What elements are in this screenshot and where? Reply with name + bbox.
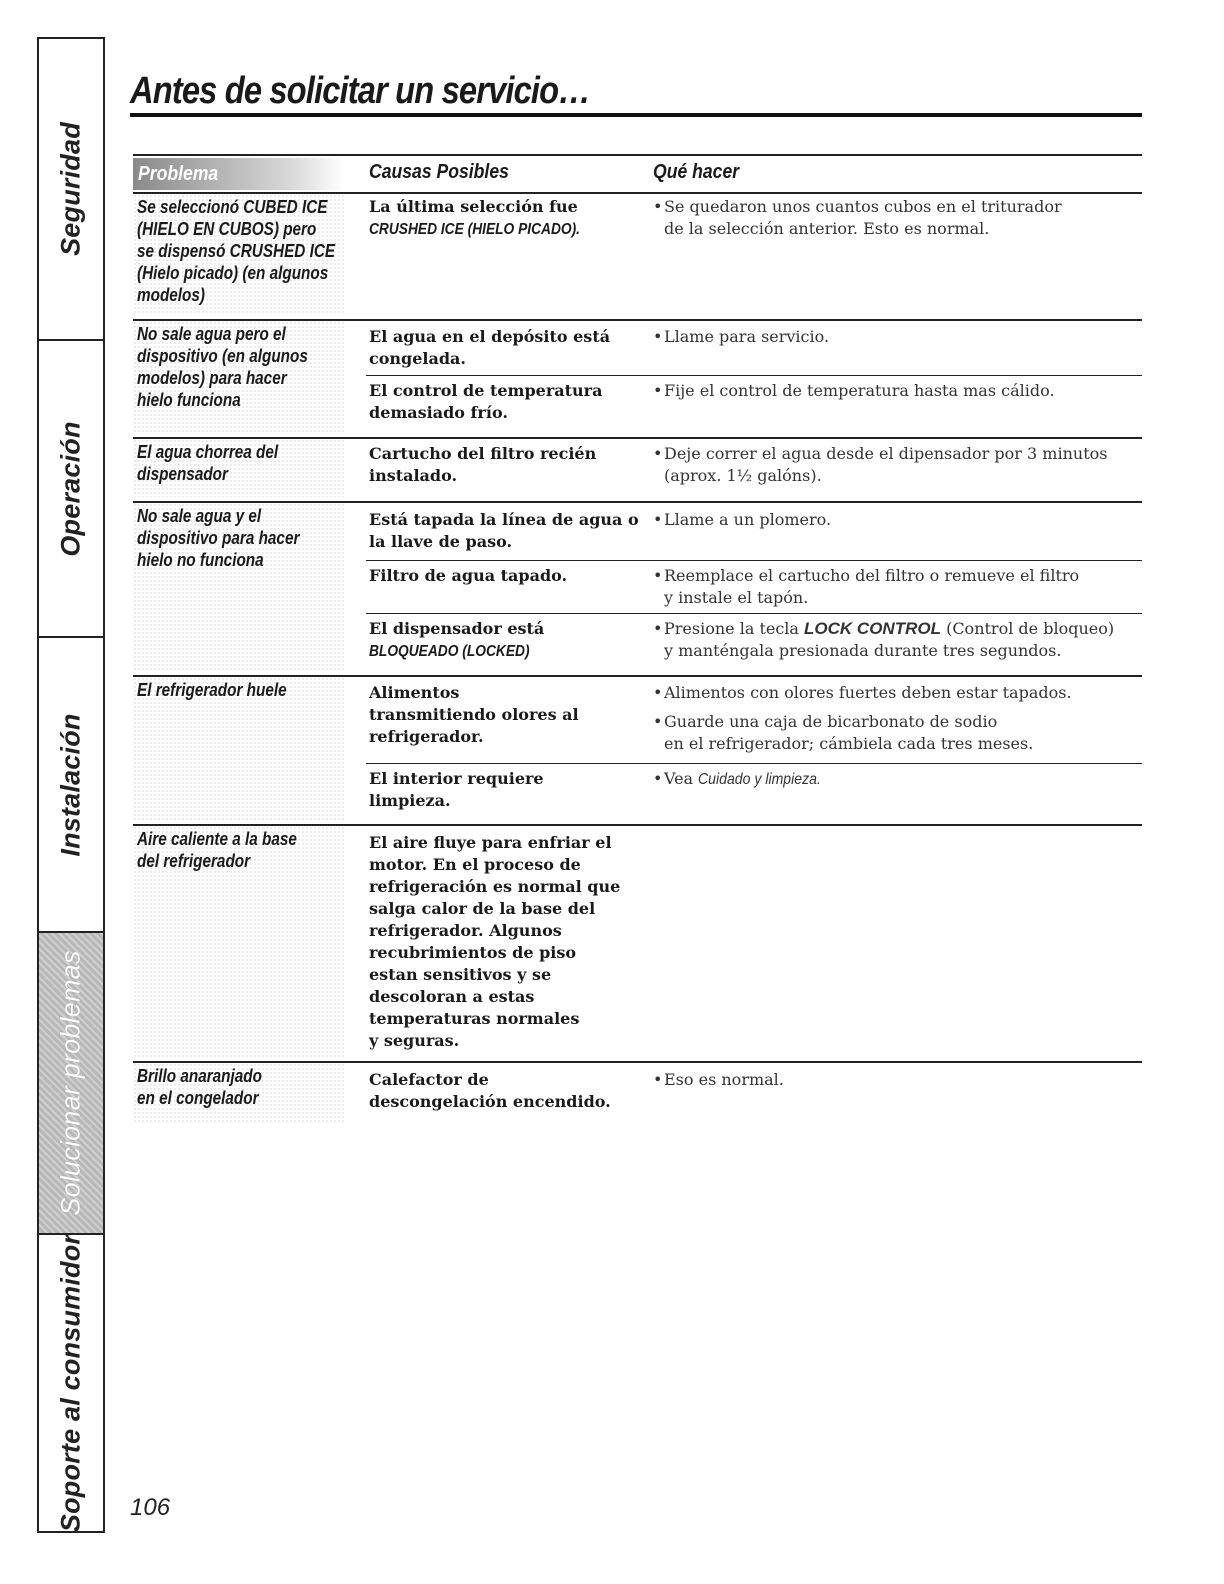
table-row-warm-air — [133, 826, 1142, 1063]
solution-text: • Llame para servicio. — [653, 326, 1143, 348]
cause-solution — [366, 375, 1142, 438]
cause-text: Está tapada la línea de agua o la llave de paso. — [369, 510, 639, 551]
table-row-water-drips — [133, 439, 1142, 503]
solution-text: • Alimentos con olores fuertes deben estar tapados. • Guarde una caja de bicarbonato de sodio en el refrigerador; cámbiela cada tres meses. — [653, 682, 1143, 755]
cause-text: El interior requiere limpieza. — [369, 769, 544, 810]
tab-seguridad[interactable] — [39, 39, 103, 341]
tab-soporte-label: Soporte al consumidor — [55, 1233, 86, 1533]
header-que-hacer: Qué hacer — [653, 161, 740, 183]
troubleshooting-table — [133, 154, 1142, 1111]
header-causas: Causas Posibles — [369, 161, 509, 183]
cause-solution — [366, 326, 1142, 376]
solution-text: • Eso es normal. — [653, 1069, 1143, 1091]
cause-text: El control de temperatura demasiado frío. — [369, 381, 603, 422]
cause-solution — [366, 682, 1142, 762]
table-row-smell — [133, 677, 1142, 826]
tab-operacion-label: Operación — [55, 420, 86, 557]
problem-cell: Se seleccionó CUBED ICE (HIELO EN CUBOS) pero se dispensó CRUSHED ICE (Hielo picado) (en algunos modelos) — [133, 194, 345, 315]
tab-instalacion[interactable] — [39, 638, 103, 933]
problem-cell: Brillo anaranjado en el congelador — [133, 1063, 345, 1123]
cause-text: Filtro de agua tapado. — [369, 566, 568, 585]
cause-text: El aire fluye para enfriar el motor. En el proceso de refrigeración es normal que salga calor de la base del refrigerador. Algunos recubrimientos de piso estan sensitivos y se descoloran a estas temperaturas normales y seguras. — [369, 833, 621, 1050]
solution-text: • Llame a un plomero. — [653, 509, 1143, 531]
cause-text: Alimentos transmitiendo olores al refrigerador. — [369, 683, 579, 746]
cause-solution — [366, 560, 1142, 614]
header-problema: Problema — [133, 158, 343, 190]
cause-text: Calefactor de descongelación encendido. — [369, 1070, 611, 1111]
problem-cell: No sale agua y el dispositivo para hacer hielo no funciona — [133, 503, 345, 671]
problem-cell: Aire caliente a la base del refrigerador — [133, 826, 345, 1057]
tab-solucionar-problemas[interactable] — [39, 933, 103, 1235]
solution-text: • Reemplace el cartucho del filtro o remueve el filtro y instale el tapón. — [653, 565, 1143, 609]
solution-text: • Fije el control de temperatura hasta mas cálido. — [653, 380, 1143, 402]
solution-text: • Vea Cuidado y limpieza. — [653, 768, 1143, 791]
cause-text: El dispensador está BLOQUEADO (LOCKED) — [369, 619, 545, 660]
cause-solution — [366, 763, 1142, 822]
tab-soporte-consumidor[interactable] — [39, 1235, 103, 1531]
cause-text: Cartucho del filtro recién instalado. — [369, 444, 597, 485]
table-row-no-water-no-ice — [133, 503, 1142, 677]
tab-operacion[interactable] — [39, 341, 103, 638]
page-number: 106 — [130, 1494, 171, 1521]
tab-instalacion-label: Instalación — [55, 712, 86, 857]
cause-text: La última selección fue CRUSHED ICE (HIELO PICADO). — [369, 197, 580, 238]
table-row-cubed-ice — [133, 194, 1142, 321]
problem-cell: No sale agua pero el dispositivo (en algunos modelos) para hacer hielo funciona — [133, 321, 345, 433]
solution-text: • Deje correr el agua desde el dipensador por 3 minutos (aprox. 1½ galóns). — [653, 443, 1143, 487]
tab-seguridad-label: Seguridad — [55, 122, 86, 256]
solution-text: • Presione la tecla LOCK CONTROL (Control de bloqueo) y manténgala presionada durante tres segundos. — [653, 618, 1143, 662]
table-row-no-water — [133, 321, 1142, 439]
cause-solution — [366, 509, 1142, 559]
solution-text: • Se quedaron unos cuantos cubos en el triturador de la selección anterior. Esto es normal. — [653, 196, 1143, 240]
cause-solution — [366, 613, 1142, 672]
page-title: Antes de solicitar un servicio… — [130, 70, 591, 112]
cause-text: El agua en el depósito está congelada. — [369, 327, 611, 368]
table-header — [133, 154, 1142, 194]
table-row-orange-glow — [133, 1063, 1142, 1127]
tab-solucionar-label: Solucionar problemas — [55, 950, 86, 1216]
title-rule — [130, 113, 1142, 117]
problem-cell: El refrigerador huele — [133, 677, 345, 820]
side-tab-strip — [37, 37, 105, 1533]
problem-cell: El agua chorrea del dispensador — [133, 439, 345, 497]
